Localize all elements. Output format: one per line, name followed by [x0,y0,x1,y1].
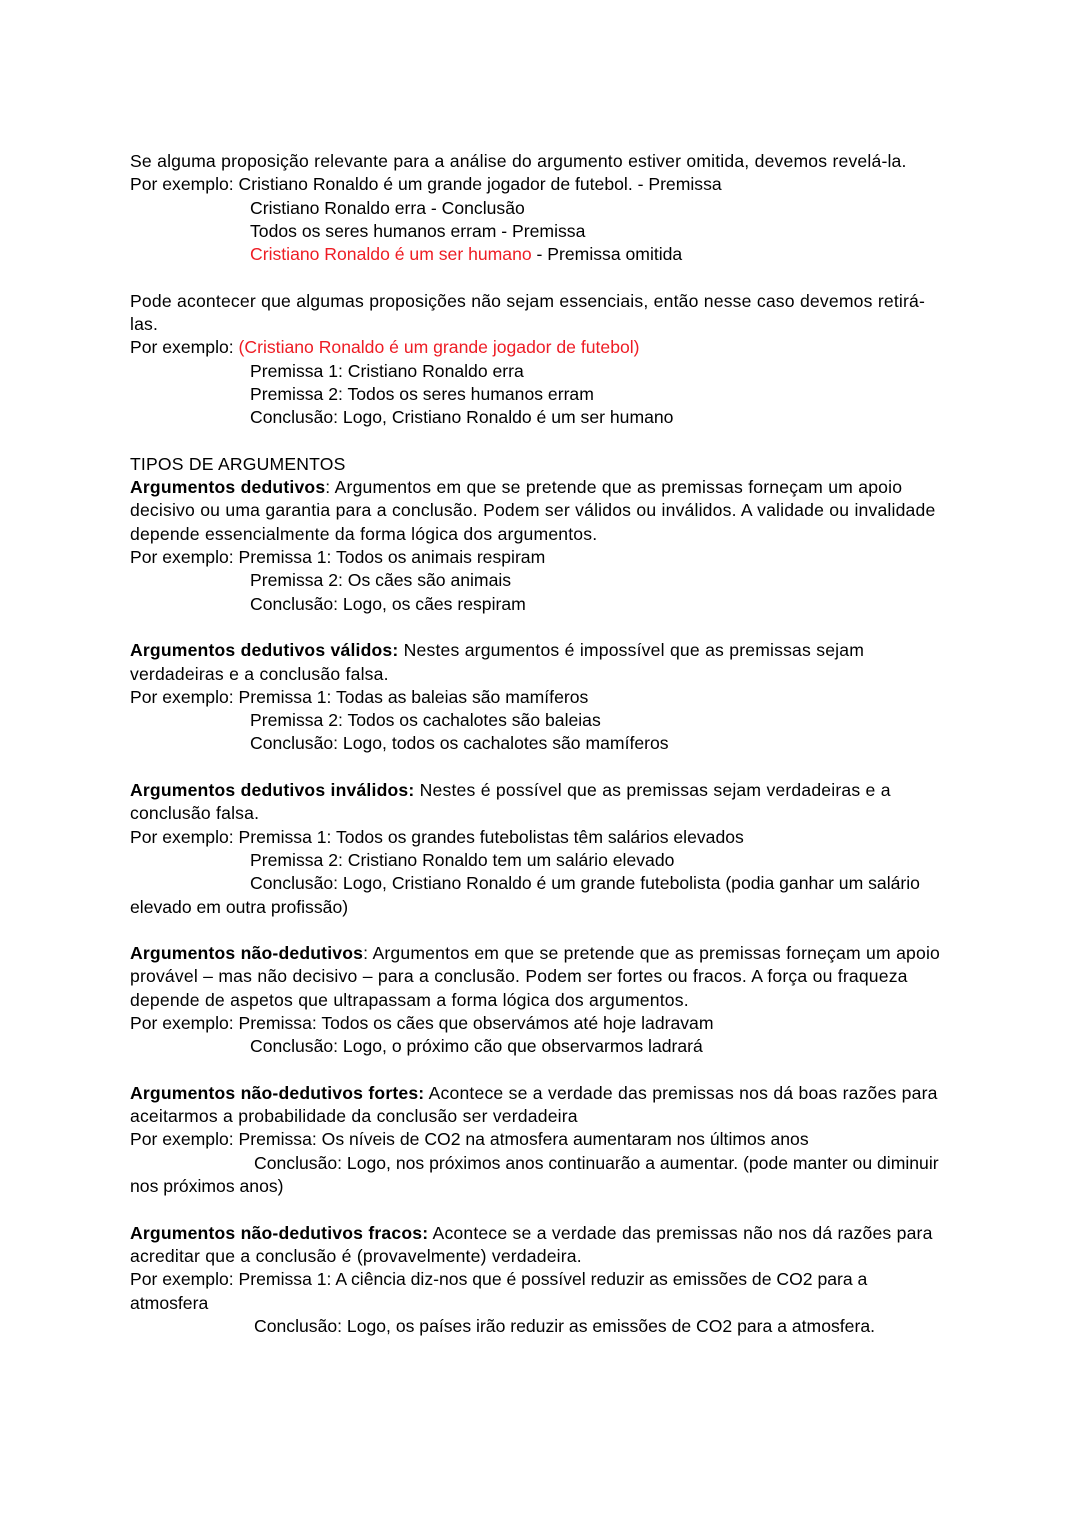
intro-example-line-1 [130,173,942,196]
nondeductive-weak-definition [130,1222,942,1269]
nondeductive-strong-definition [130,1082,942,1129]
deductive-example-line-1 [130,546,942,569]
omitted-premise-suffix: - Premissa omitida [531,244,683,265]
deductive-invalid-example-block [130,826,942,919]
deductive-body: Argumentos em que se pretende que as premissas forneçam um apoio decisivo ou uma garantia para a conclusão. Podem ser válidos ou inválidos. A validade ou invalidade depende essencialmente da forma lógica dos argumentos. [130,477,936,544]
deductive-valid-example-block [130,686,942,756]
deductive-invalid-example-text-1: Premissa 1: Todos os grandes futebolistas têm salários elevados [238,826,744,847]
document-body [130,150,942,1338]
example-label: Por exemplo: [130,686,239,707]
spacer [130,919,942,942]
deductive-invalid-example-line-1 [130,826,942,849]
nondeductive-strong-body: Acontece se a verdade das premissas nos dá boas razões para aceitarmos a probabilidade da conclusão ser verdadeira [130,1082,938,1127]
deductive-invalid-example-line-3: Conclusão: Logo, Cristiano Ronaldo é um grande futebolista (podia ganhar um salário elevado em outra profissão) [130,873,925,917]
example-label: Por exemplo: [130,1129,239,1150]
deductive-invalid-example-line-2: Premissa 2: Cristiano Ronaldo tem um salário elevado [250,849,675,870]
omitted-premise-highlight: Cristiano Ronaldo é um ser humano [250,244,532,265]
deductive-valid-term: Argumentos dedutivos válidos: [130,640,399,661]
intro-example-line-2: Cristiano Ronaldo erra - Conclusão [250,197,525,218]
nondeductive-weak-example-line-1 [130,1268,942,1315]
deductive-definition [130,476,942,546]
spacer [130,266,942,289]
nondeductive-separator: : [363,943,373,964]
nonessential-example-line-3: Premissa 2: Todos os seres humanos erram [250,383,594,404]
nonessential-example-line-2: Premissa 1: Cristiano Ronaldo erra [250,360,524,381]
deductive-example-line-3: Conclusão: Logo, os cães respiram [250,593,526,614]
nondeductive-strong-example-line-2: Conclusão: Logo, nos próximos anos continuarão a aumentar. (pode manter ou diminuir nos próximos anos) [130,1152,944,1197]
intro-example-text-1: Cristiano Ronaldo é um grande jogador de futebol. - Premissa [238,174,722,195]
deductive-invalid-term: Argumentos dedutivos inválidos: [130,780,415,801]
intro-example-block [130,173,942,266]
example-label: Por exemplo: [130,547,239,568]
example-label: Por exemplo: [130,826,239,847]
example-label: Por exemplo: [130,174,239,195]
intro-example-line-3: Todos os seres humanos erram - Premissa [250,220,586,241]
intro-example-line-4 [130,243,942,266]
deductive-invalid-definition [130,779,942,826]
nondeductive-example-block [130,1012,942,1059]
nondeductive-example-text-1: Premissa: Todos os cães que observámos até hoje ladravam [238,1012,714,1033]
section-heading-types: TIPOS DE ARGUMENTOS [130,453,346,474]
nonessential-paragraph: Pode acontecer que algumas proposições não sejam essenciais, então nesse caso devemos retirá-las. [130,290,926,335]
spacer [130,1198,942,1221]
deductive-term: Argumentos dedutivos [130,477,326,498]
deductive-valid-example-line-2: Premissa 2: Todos os cachalotes são baleias [250,710,601,731]
intro-paragraph: Se alguma proposição relevante para a análise do argumento estiver omitida, devemos revelá-la. [130,151,907,171]
spacer [130,430,942,453]
removed-proposition-highlight: (Cristiano Ronaldo é um grande jogador de futebol) [238,337,640,358]
example-label: Por exemplo: [130,1012,239,1033]
nondeductive-term: Argumentos não-dedutivos [130,943,364,964]
nondeductive-body: Argumentos em que se pretende que as premissas forneçam um apoio provável – mas não decisivo – para a conclusão. Podem ser fortes ou fracos. A força ou fraqueza depende de aspetos que ultrapassam a forma lógica dos argumentos. [130,943,941,1010]
nondeductive-example-line-1 [130,1012,942,1035]
nondeductive-weak-term: Argumentos não-dedutivos fracos: [130,1222,429,1243]
deductive-valid-example-line-3: Conclusão: Logo, todos os cachalotes são mamíferos [250,733,669,754]
spacer [130,756,942,779]
deductive-invalid-body: Nestes é possível que as premissas sejam verdadeiras e a conclusão falsa. [130,780,891,824]
deductive-separator: : [325,477,335,498]
nondeductive-weak-example-line-2: Conclusão: Logo, os países irão reduzir as emissões de CO2 para a atmosfera. [254,1315,875,1336]
spacer [130,1059,942,1082]
example-label: Por exemplo: [130,1269,239,1290]
nondeductive-weak-body: Acontece se a verdade das premissas não nos dá razões para acreditar que a conclusão é (provavelmente) verdadeira. [130,1222,933,1266]
example-label: Por exemplo: [130,337,239,358]
nondeductive-strong-example-line-1 [130,1128,942,1151]
nondeductive-example-line-2: Conclusão: Logo, o próximo cão que observarmos ladrará [250,1036,703,1057]
deductive-valid-body: Nestes argumentos é impossível que as premissas sejam verdadeiras e a conclusão falsa. [130,640,865,684]
nondeductive-weak-example-text-1: Premissa 1: A ciência diz-nos que é possível reduzir as emissões de CO2 para a atmosfera [130,1269,873,1313]
nondeductive-definition [130,942,942,1012]
deductive-valid-example-text-1: Premissa 1: Todas as baleias são mamíferos [238,686,589,707]
nondeductive-strong-term: Argumentos não-dedutivos fortes: [130,1082,425,1103]
spacer [130,616,942,639]
deductive-valid-example-line-1 [130,686,942,709]
nondeductive-strong-example-block [130,1128,942,1198]
deductive-example-block [130,546,942,616]
nonessential-example-block [130,336,942,429]
nondeductive-strong-example-text-1: Premissa: Os níveis de CO2 na atmosfera aumentaram nos últimos anos [238,1129,809,1150]
deductive-valid-definition [130,639,942,686]
nonessential-example-line-4: Conclusão: Logo, Cristiano Ronaldo é um ser humano [250,407,674,428]
deductive-example-text-1: Premissa 1: Todos os animais respiram [238,547,546,568]
deductive-example-line-2: Premissa 2: Os cães são animais [250,570,512,591]
nonessential-example-line-1 [130,336,942,359]
nondeductive-weak-example-block [130,1268,942,1338]
